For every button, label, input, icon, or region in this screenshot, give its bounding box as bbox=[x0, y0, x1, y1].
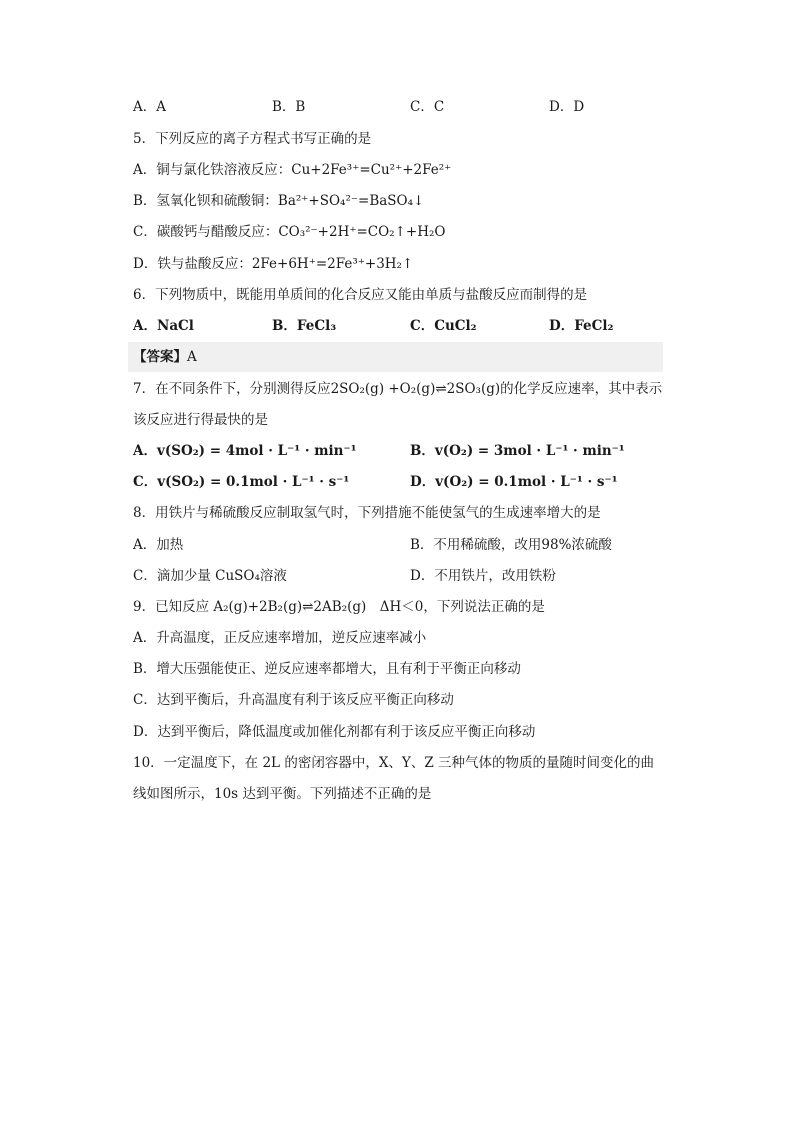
q8-option-a[interactable]: A．加热 bbox=[133, 537, 184, 553]
q5-option-b[interactable]: B．氢氧化钡和硫酸铜：Ba²⁺+SO₄²⁻=BaSO₄↓ bbox=[133, 193, 425, 209]
q6-option-b[interactable]: B．FeCl₃ bbox=[272, 318, 337, 334]
q4-option-c[interactable]: C．C bbox=[410, 99, 445, 115]
q5-option-d[interactable]: D．铁与盐酸反应：2Fe+6H⁺=2Fe³⁺+3H₂↑ bbox=[133, 256, 414, 272]
q6-option-c[interactable]: C．CuCl₂ bbox=[410, 318, 477, 334]
q7-stem-line2: 该反应进行得最快的是 bbox=[133, 412, 268, 428]
q7-option-b[interactable]: B．v(O₂) = 3mol · L⁻¹ · min⁻¹ bbox=[410, 443, 625, 459]
q5-option-c[interactable]: C．碳酸钙与醋酸反应：CO₃²⁻+2H⁺=CO₂↑+H₂O bbox=[133, 224, 446, 240]
q5-stem: 5．下列反应的离子方程式书写正确的是 bbox=[133, 131, 372, 147]
q10-stem-line2: 线如图所示，10s 达到平衡。下列描述不正确的是 bbox=[133, 786, 432, 802]
q7-option-d[interactable]: D．v(O₂) = 0.1mol · L⁻¹ · s⁻¹ bbox=[410, 474, 618, 490]
q6-option-a[interactable]: A．NaCl bbox=[133, 318, 194, 334]
q7-stem-line1: 7．在不同条件下，分别测得反应2SO₂(g) +O₂(g)⇌2SO₃(g)的化学反应速率，其中表示 bbox=[133, 381, 663, 397]
q5-option-a[interactable]: A．铜与氯化铁溶液反应：Cu+2Fe³⁺=Cu²⁺+2Fe²⁺ bbox=[133, 162, 452, 178]
q9-stem: 9．已知反应 A₂(g)+2B₂(g)⇌2AB₂(g) ΔH＜0，下列说法正确的是 bbox=[133, 599, 545, 615]
q8-option-c[interactable]: C．滴加少量 CuSO₄溶液 bbox=[133, 568, 287, 584]
q8-option-b[interactable]: B．不用稀硫酸，改用98%浓硫酸 bbox=[410, 537, 612, 553]
answer-bar bbox=[128, 342, 663, 372]
q9-option-a[interactable]: A．升高温度，正反应速率增加，逆反应速率减小 bbox=[133, 630, 427, 646]
answer-value: A bbox=[187, 349, 197, 365]
q4-option-a[interactable]: A．A bbox=[133, 99, 166, 115]
q9-option-d[interactable]: D．达到平衡后，降低温度或加催化剂都有利于该反应平衡正向移动 bbox=[133, 724, 536, 740]
q7-option-c[interactable]: C．v(SO₂) = 0.1mol · L⁻¹ · s⁻¹ bbox=[133, 474, 350, 490]
q6-option-d[interactable]: D．FeCl₂ bbox=[549, 318, 614, 334]
q8-option-d[interactable]: D．不用铁片，改用铁粉 bbox=[410, 568, 556, 584]
answer bbox=[133, 347, 197, 367]
q4-option-b[interactable]: B．B bbox=[272, 99, 306, 115]
q9-option-b[interactable]: B．增大压强能使正、逆反应速率都增大，且有利于平衡正向移动 bbox=[133, 661, 521, 677]
q6-stem: 6．下列物质中，既能用单质间的化合反应又能由单质与盐酸反应而制得的是 bbox=[133, 287, 588, 303]
q9-option-c[interactable]: C．达到平衡后，升高温度有利于该反应平衡正向移动 bbox=[133, 692, 454, 708]
q4-option-d[interactable]: D．D bbox=[549, 99, 585, 115]
q10-stem-line1: 10．一定温度下，在 2L 的密闭容器中，X、Y、Z 三种气体的物质的量随时间变化的曲 bbox=[133, 755, 655, 771]
q7-option-a[interactable]: A．v(SO₂) = 4mol · L⁻¹ · min⁻¹ bbox=[133, 443, 357, 459]
answer-label: 【答案】 bbox=[133, 349, 187, 365]
q8-stem: 8．用铁片与稀硫酸反应制取氢气时，下列措施不能使氢气的生成速率增大的是 bbox=[133, 505, 601, 521]
